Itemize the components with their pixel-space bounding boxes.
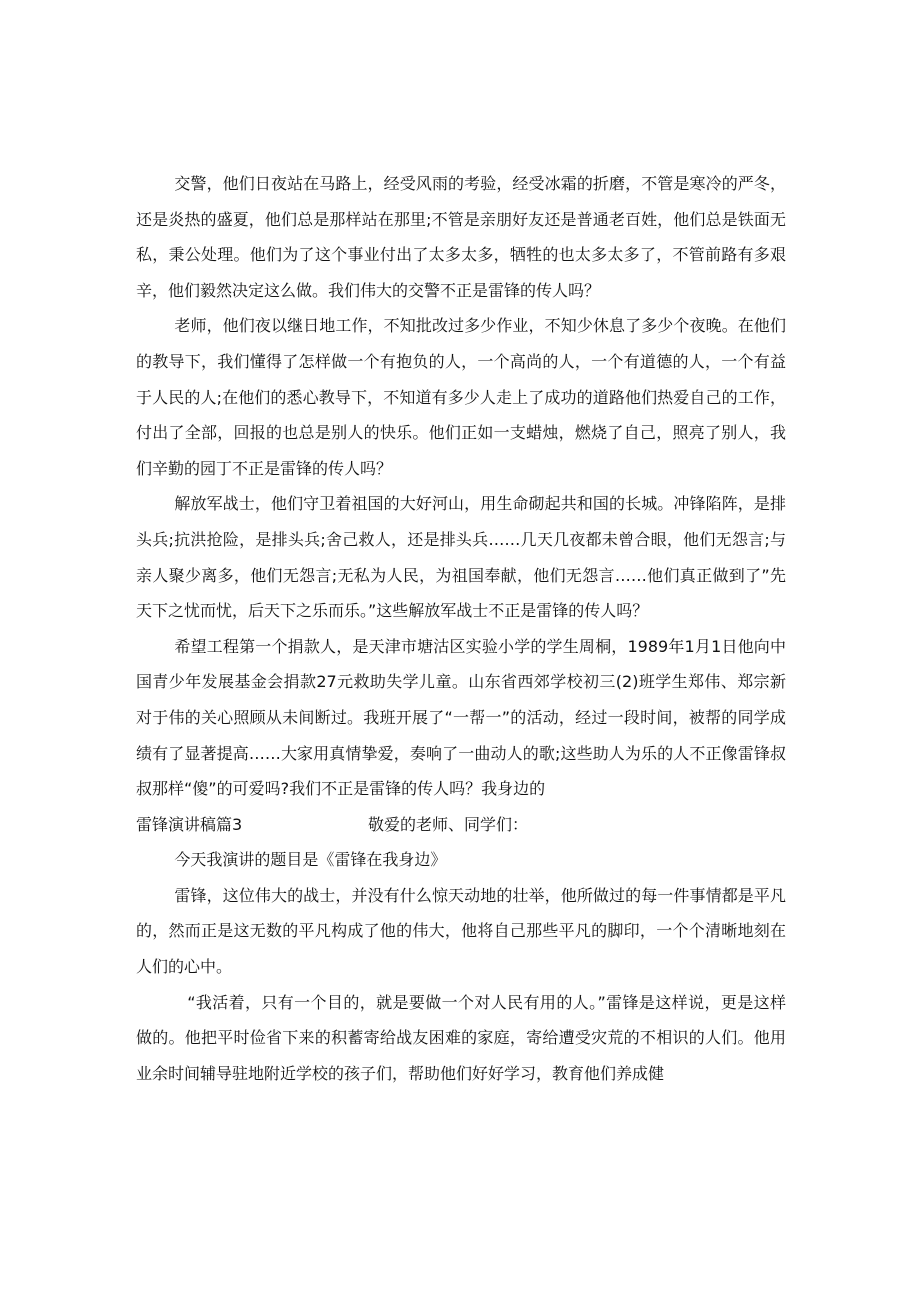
paragraph-lei-feng-quote: “我活着，只有一个目的，就是要做一个对人民有用的人。”雷锋是这样说，更是这样做的。他把平时俭省下来的积蓄寄给战友困难的家庭，寄给遭受灾荒的不相识的人们。他用业余时间辅导驻地附近学校的孩子们，帮助他们好好学习，教育他们养成健	[136, 992, 786, 1083]
paragraph-hope-project: 希望工程第一个捐款人，是天津市塘沽区实验小学的学生周桐，1989年1月1日他向中国青少年发展基金会捐款27元救助失学儿童。山东省西郊学校初三(2)班学生郑伟、郑宗新对于伟的关心照顾从未间断过。我班开展了“一帮一”的活动，经过一段时间，被帮的同学成绩有了显著提高……大家用真情挚爱，奏响了一曲动人的歌;这些助人为乐的人不正像雷锋叔叔那样“傻”的可爱吗?我们不正是雷锋的传人吗？我身边的	[136, 636, 786, 799]
paragraph-soldiers: 解放军战士，他们守卫着祖国的大好河山，用生命砌起共和国的长城。冲锋陷阵，是排头兵;抗洪抢险，是排头兵;舍己救人，还是排头兵……几天几夜都未曾合眼，他们无怨言;与亲人聚少离多，他们无怨言;无私为人民，为祖国奉献，他们无怨言……他们真正做到了”先天下之忧而忧，后天下之乐而乐。”这些解放军战士不正是雷锋的传人吗？	[136, 494, 786, 621]
paragraph-traffic-police: 交警，他们日夜站在马路上，经受风雨的考验，经受冰霜的折磨，不管是寒冷的严冬，还是炎热的盛夏，他们总是那样站在那里;不管是亲朋好友还是普通老百姓，他们总是铁面无私，秉公处理。他们为了这个事业付出了太多太多，牺牲的也太多太多了，不管前路有多艰辛，他们毅然决定这么做。我们伟大的交警不正是雷锋的传人吗？	[136, 174, 786, 300]
section-title: 雷锋演讲稿篇3	[136, 814, 243, 834]
paragraph-teachers: 老师，他们夜以继日地工作，不知批改过多少作业，不知少休息了多少个夜晚。在他们的教导下，我们懂得了怎样做一个有抱负的人，一个高尚的人，一个有道德的人，一个有益于人民的人;在他们的悉心教导下，不知道有多少人走上了成功的道路他们热爱自己的工作，付出了全部，回报的也总是别人的快乐。他们正如一支蜡烛，燃烧了自己，照亮了别人，我们辛勤的园丁不正是雷锋的传人吗？	[136, 316, 786, 478]
paragraph-lei-feng-ordinary: 雷锋，这位伟大的战士，并没有什么惊天动地的壮举，他所做过的每一件事情都是平凡的，然而正是这无数的平凡构成了他的伟大，他将自己那些平凡的脚印，一个个清晰地刻在人们的心中。	[136, 885, 786, 977]
document-body	[136, 166, 786, 1091]
paragraph-speech-topic: 今天我演讲的题目是《雷锋在我身边》	[174, 850, 447, 870]
section-heading-line	[136, 807, 786, 843]
salutation: 敬爱的老师、同学们：	[368, 814, 529, 834]
